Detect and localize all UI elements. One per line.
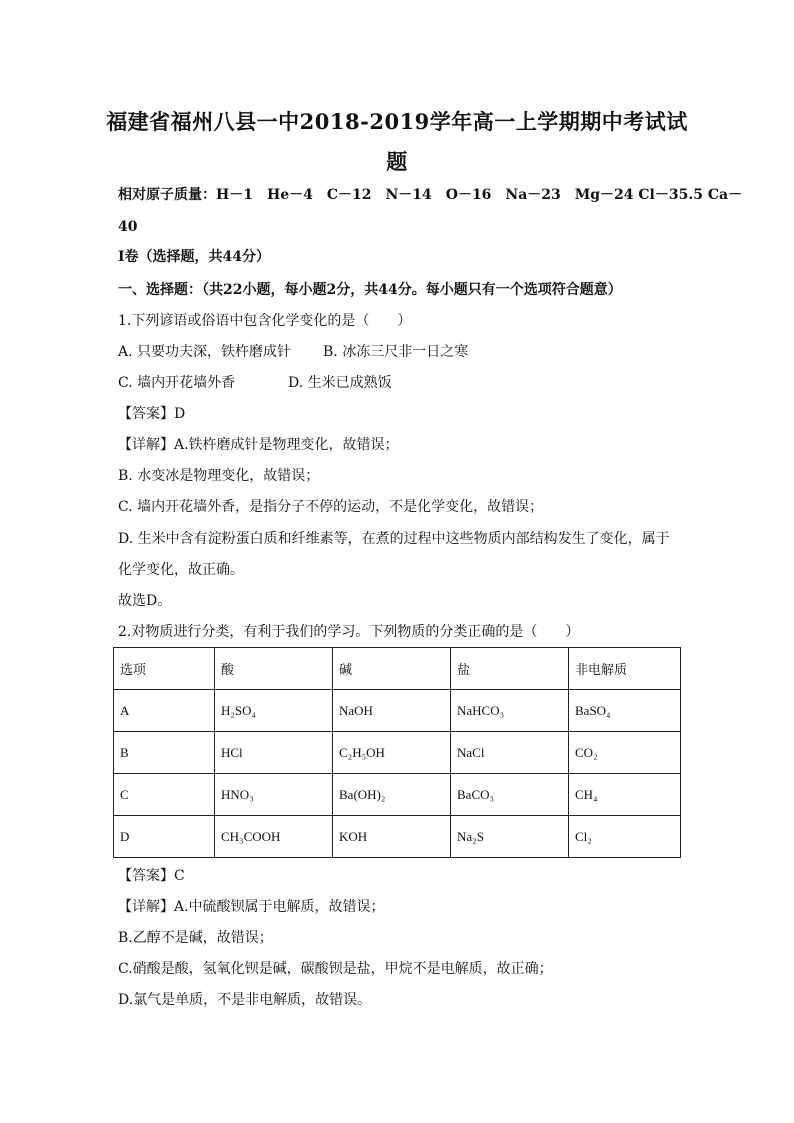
classification-table bbox=[113, 647, 681, 858]
question-1-detail: 化学变化，故正确。 bbox=[118, 562, 244, 578]
question-2-stem: 2.对物质进行分类，有利于我们的学习。下列物质的分类正确的是（ ） bbox=[118, 624, 580, 640]
question-2-detail: 【详解】A.中硫酸钡属于电解质，故错误； bbox=[118, 899, 385, 915]
question-2-detail: D.氯气是单质，不是非电解质，故错误。 bbox=[118, 992, 372, 1008]
table-header-cell: 酸 bbox=[215, 648, 333, 690]
question-1-detail: D. 生米中含有淀粉蛋白质和纤维素等，在煮的过程中这些物质内部结构发生了变化，属于 bbox=[118, 531, 670, 547]
table-cell: C bbox=[114, 774, 215, 816]
table-header-cell: 选项 bbox=[114, 648, 215, 690]
question-1-conclusion: 故选D。 bbox=[118, 593, 172, 609]
table-cell: D bbox=[114, 816, 215, 858]
question-1-answer: 【答案】D bbox=[118, 406, 186, 422]
question-1-detail: C. 墙内开花墙外香，是指分子不停的运动，不是化学变化，故错误； bbox=[118, 499, 544, 515]
option-d: D. 生米已成熟饭 bbox=[288, 375, 392, 391]
atomic-mass-line-cont: 40 bbox=[118, 219, 138, 235]
table-cell: NaCl bbox=[451, 732, 569, 774]
table-cell: C₂H₅OH bbox=[333, 732, 451, 774]
table-row bbox=[114, 774, 681, 816]
table-header-cell: 盐 bbox=[451, 648, 569, 690]
question-1-options-row2 bbox=[118, 374, 688, 392]
question-1-detail: 【详解】A.铁杵磨成针是物理变化，故错误； bbox=[118, 437, 399, 453]
table-cell: Na₂S bbox=[451, 816, 569, 858]
table-cell: A bbox=[114, 690, 215, 732]
table-cell: CO₂ bbox=[569, 732, 681, 774]
table-cell: CH₄ bbox=[569, 774, 681, 816]
option-a: A. 只要功夫深，铁杵磨成针 bbox=[118, 344, 292, 360]
table-header-cell: 非电解质 bbox=[569, 648, 681, 690]
table-cell: BaSO₄ bbox=[569, 690, 681, 732]
table-cell: NaOH bbox=[333, 690, 451, 732]
table-cell: Cl₂ bbox=[569, 816, 681, 858]
table-header-cell: 碱 bbox=[333, 648, 451, 690]
table-row bbox=[114, 690, 681, 732]
table-cell: HCl bbox=[215, 732, 333, 774]
table-cell: B bbox=[114, 732, 215, 774]
section-description: 一、选择题：（共22小题，每小题2分，共44分。每小题只有一个选项符合题意） bbox=[118, 282, 622, 298]
option-c: C. 墙内开花墙外香 bbox=[118, 375, 236, 391]
table-cell: BaCO₃ bbox=[451, 774, 569, 816]
table-cell: KOH bbox=[333, 816, 451, 858]
table-cell: CH₃COOH bbox=[215, 816, 333, 858]
option-b: B. 冰冻三尺非一日之寒 bbox=[323, 344, 469, 360]
question-2-detail: B.乙醇不是碱，故错误； bbox=[118, 930, 273, 946]
section-heading: Ⅰ卷（选择题，共44分） bbox=[118, 249, 271, 265]
atomic-mass-line: 相对原子质量：H－1 He－4 C－12 N－14 O－16 Na－23 Mg－24 Cl－35.5 Ca－ bbox=[118, 187, 743, 203]
page-title: 福建省福州八县一中2018-2019学年高一上学期期中考试试 bbox=[106, 109, 688, 134]
question-2-detail: C.硝酸是酸，氢氧化钡是碱，碳酸钡是盐，甲烷不是电解质，故正确； bbox=[118, 961, 553, 977]
table-cell: H₂SO₄ bbox=[215, 690, 333, 732]
table-cell: HNO₃ bbox=[215, 774, 333, 816]
table-header-row bbox=[114, 648, 681, 690]
question-1-options-row1 bbox=[118, 343, 688, 361]
question-1-stem: 1.下列谚语或俗语中包含化学变化的是（ ） bbox=[118, 313, 412, 329]
table-row bbox=[114, 732, 681, 774]
question-2-answer: 【答案】C bbox=[118, 868, 185, 884]
question-1-detail: B. 水变冰是物理变化，故错误； bbox=[118, 468, 320, 484]
table-row bbox=[114, 816, 681, 858]
table-cell: NaHCO₃ bbox=[451, 690, 569, 732]
page-title-continued: 题 bbox=[386, 149, 408, 174]
table-cell: Ba(OH)₂ bbox=[333, 774, 451, 816]
